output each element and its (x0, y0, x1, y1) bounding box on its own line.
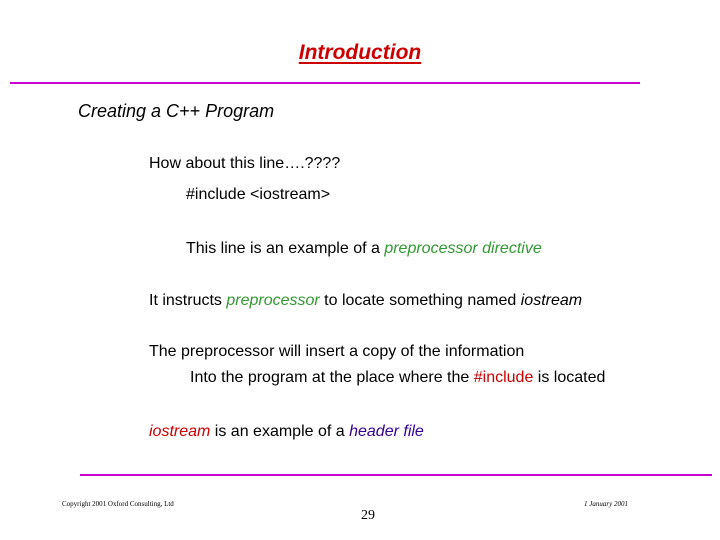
include-directive-term: #include (473, 369, 534, 386)
insert-second-suffix: is located (533, 369, 606, 386)
preprocessor-term: preprocessor (226, 292, 320, 309)
preprocessor-directive-term: preprocessor directive (384, 240, 542, 257)
instruction-line (149, 292, 582, 310)
header-file-term: header file (349, 423, 424, 440)
page-number: 29 (361, 508, 375, 523)
header-middle: is an example of a (210, 423, 350, 440)
insert-second-prefix: Into the program at the place where the (190, 369, 474, 386)
instruction-prefix: It instructs (149, 292, 227, 309)
header-file-line (149, 423, 424, 441)
directive-prefix: This line is an example of a (186, 240, 385, 257)
instruction-middle: to locate something named (319, 292, 521, 309)
footer-date: 1 January 2001 (584, 500, 628, 508)
insert-line-first: The preprocessor will insert a copy of the information (149, 343, 525, 360)
iostream-name: iostream (520, 292, 583, 309)
title-divider-line (10, 82, 640, 84)
slide-title: Introduction (298, 41, 422, 64)
intro-question: How about this line….???? (149, 155, 341, 172)
footer-copyright: Copyright 2001 Oxford Consulting, Ltd (62, 500, 174, 508)
footer-divider-line (80, 474, 712, 476)
directive-explanation (186, 240, 542, 258)
slide-subtitle: Creating a C++ Program (78, 101, 275, 121)
include-code-line: #include <iostream> (186, 186, 331, 203)
iostream-term: iostream (149, 423, 211, 440)
insert-line-second (190, 369, 605, 387)
